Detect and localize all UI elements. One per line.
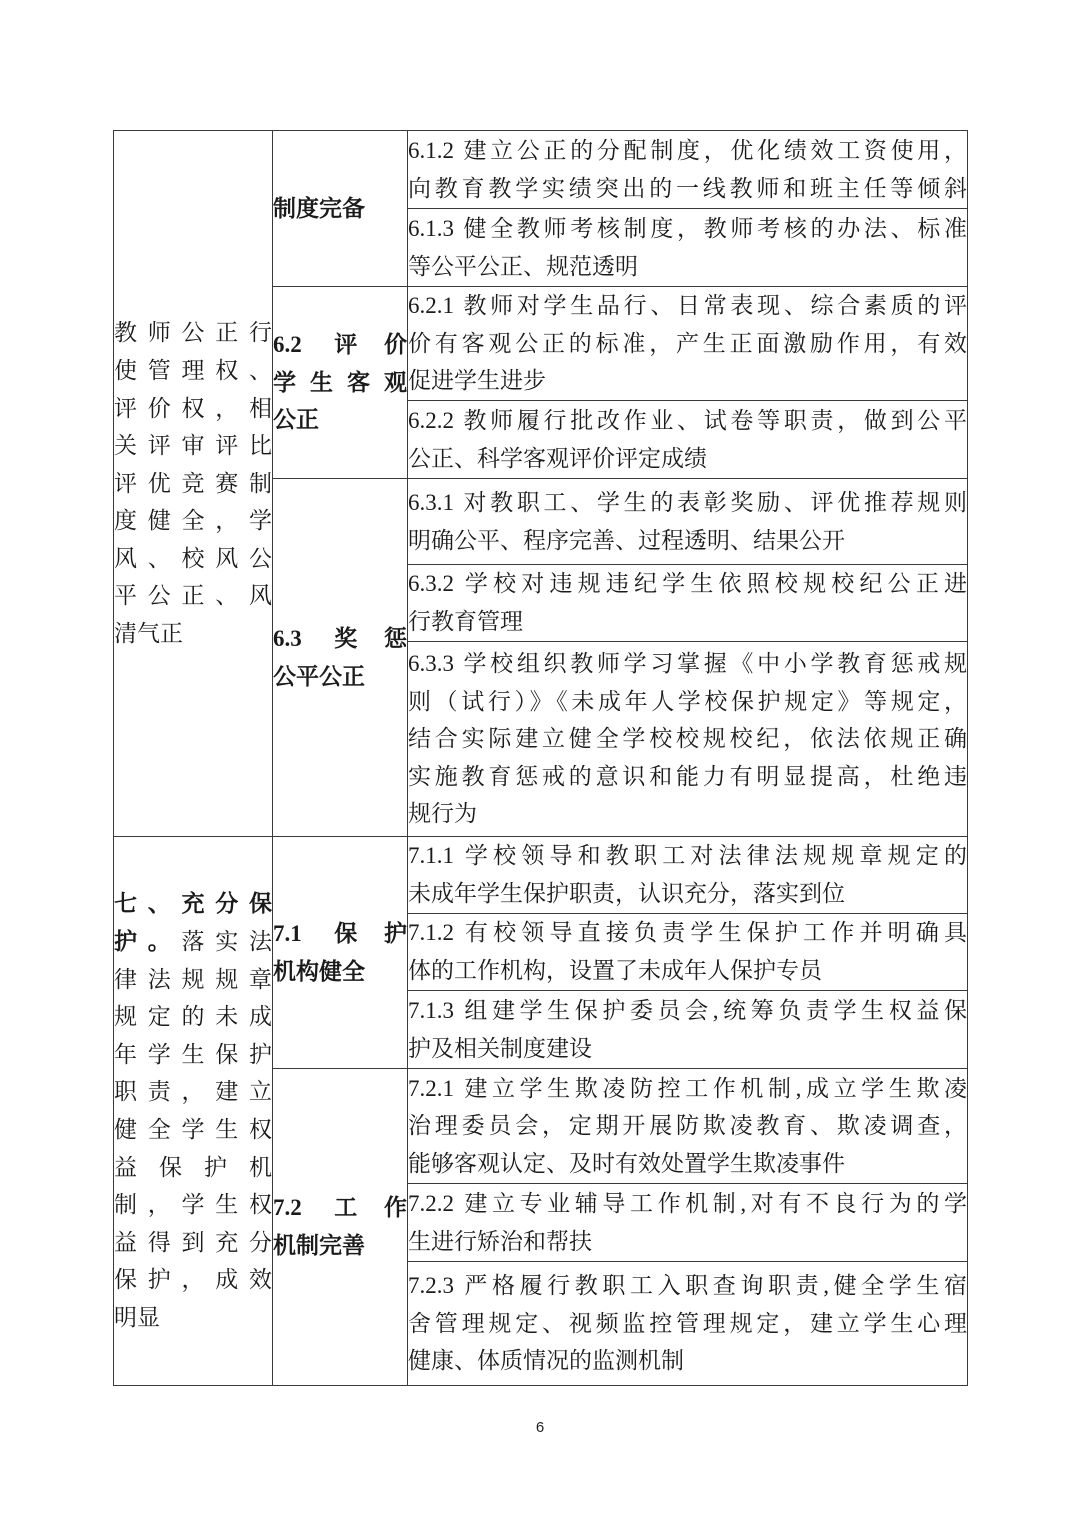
item-title-line: 机制完善 (273, 1233, 365, 1258)
description-line: 使管理权、 (114, 357, 272, 383)
item-title-line: 公平公正 (273, 663, 365, 689)
description-line: 保护，成效 (114, 1267, 272, 1293)
point-line: 6.3.3 学校组织教师学习掌握《中小学教育惩戒规 (408, 651, 967, 677)
item-title-line: 6.3 奖惩 (273, 625, 407, 651)
description-line: 制，学生权 (114, 1192, 272, 1218)
point-6-1-2 (408, 131, 968, 209)
point-6-1-3 (408, 209, 968, 287)
item-title-line: 制度完备 (273, 195, 365, 221)
point-line: 实施教育惩戒的意识和能力有明显提高，杜绝违 (408, 763, 967, 789)
description-line: 年学生保护 (114, 1041, 272, 1067)
point-line: 6.1.3 健全教师考核制度，教师考核的办法、标准 (408, 215, 967, 241)
item-title-line: 6.2 评价 (273, 332, 407, 358)
description-line: 规定的未成 (114, 1004, 272, 1030)
point-6-3-3 (408, 642, 968, 837)
point-line: 6.2.1 教师对学生品行、日常表现、综合素质的评 (408, 293, 967, 319)
point-line: 向教育教学实绩突出的一线教师和班主任等倾斜 (408, 175, 967, 201)
point-7-1-3 (408, 991, 968, 1069)
page-number: 6 (535, 1419, 545, 1436)
criterion-description-6 (114, 131, 273, 837)
description-heading-line: 七、充分保 (114, 891, 272, 917)
item-title-line: 7.2 工作 (273, 1195, 407, 1221)
point-line: 6.2.2 教师履行批改作业、试卷等职责，做到公平 (408, 407, 967, 433)
description-line: 职责，建立 (114, 1079, 272, 1105)
point-line: 未成年学生保护职责，认识充分，落实到位 (408, 881, 845, 906)
point-line: 规行为 (408, 801, 477, 827)
description-line: 益保护机 (114, 1154, 272, 1180)
point-line: 7.1.1 学校领导和教职工对法律法规规章规定的 (408, 843, 967, 869)
point-line: 7.1.3 组建学生保护委员会,统筹负责学生权益保 (408, 997, 967, 1023)
point-7-2-2 (408, 1184, 968, 1262)
item-title-7-2 (273, 1069, 408, 1386)
table-row (114, 837, 968, 914)
point-line: 则（试行）》《未成年人学校保护规定》等规定， (408, 688, 967, 714)
point-6-3-1 (408, 479, 968, 565)
item-title-7-1 (273, 837, 408, 1069)
description-line (114, 923, 272, 961)
point-line: 治理委员会，定期开展防欺凌教育、欺凌调查， (408, 1113, 967, 1139)
point-line: 等公平公正、规范透明 (408, 253, 638, 279)
point-line: 护及相关制度建设 (408, 1035, 592, 1061)
point-line: 7.2.2 建立专业辅导工作机制,对有不良行为的学 (408, 1190, 967, 1216)
point-line: 7.2.1 建立学生欺凌防控工作机制,成立学生欺凌 (408, 1075, 967, 1101)
item-title-line: 公正 (273, 407, 319, 433)
item-title-6-3 (273, 479, 408, 837)
item-title-line: 7.1 保护 (273, 920, 407, 946)
point-line: 7.1.2 有校领导直接负责学生保护工作并明确具 (408, 920, 967, 946)
point-7-1-2 (408, 914, 968, 991)
point-line: 行教育管理 (408, 609, 523, 634)
point-7-2-3 (408, 1262, 968, 1386)
point-7-2-1 (408, 1069, 968, 1184)
criterion-description-7 (114, 837, 273, 1386)
point-line: 能够客观认定、及时有效处置学生欺凌事件 (408, 1150, 845, 1176)
item-title-line: 机构健全 (273, 958, 365, 984)
point-line: 6.3.2 学校对违规违纪学生依照校规校纪公正进 (408, 571, 967, 597)
item-title-6-1 (273, 131, 408, 287)
point-line: 健康、体质情况的监测机制 (408, 1348, 684, 1374)
description-line: 健全学生权 (114, 1117, 272, 1142)
point-line: 促进学生进步 (408, 368, 546, 394)
description-line: 度健全，学 (114, 508, 272, 534)
point-line: 7.2.3 严格履行教职工入职查询职责,健全学生宿 (408, 1273, 967, 1299)
point-7-1-1 (408, 837, 968, 914)
description-heading-fragment: 护。 (114, 929, 182, 955)
point-line: 公正、科学客观评价评定成绩 (408, 445, 707, 471)
description-line: 律法规规章 (114, 966, 272, 992)
description-fragment: 落实法 (181, 929, 272, 955)
point-line: 生进行矫治和帮扶 (408, 1228, 592, 1254)
criteria-table (113, 130, 968, 1386)
description-line: 风、校风公 (114, 545, 272, 571)
point-line: 结合实际建立健全学校校规校纪，依法依规正确 (408, 726, 967, 752)
description-line: 教师公正行 (114, 320, 272, 346)
point-line: 体的工作机构，设置了未成年人保护专员 (408, 958, 822, 983)
point-line: 6.1.2 建立公正的分配制度，优化绩效工资使用， (408, 137, 967, 163)
point-line: 明确公平、程序完善、过程透明、结果公开 (408, 527, 845, 553)
description-line: 清气正 (114, 621, 183, 647)
point-6-3-2 (408, 565, 968, 642)
description-line: 关评审评比 (114, 433, 272, 459)
description-line: 评价权，相 (114, 395, 272, 421)
point-line: 舍管理规定、视频监控管理规定，建立学生心理 (408, 1310, 967, 1336)
item-title-line: 学生客观 (273, 369, 407, 395)
point-line: 价有客观公正的标准，产生正面激励作用，有效 (408, 330, 967, 356)
point-line: 6.3.1 对教职工、学生的表彰奖励、评优推荐规则 (408, 489, 967, 515)
table-row (114, 131, 968, 209)
description-line: 益得到充分 (114, 1229, 272, 1255)
point-6-2-2 (408, 401, 968, 479)
description-line: 平公正、风 (114, 583, 272, 609)
description-line: 明显 (114, 1304, 160, 1330)
description-line: 评优竞赛制 (114, 470, 272, 496)
point-6-2-1 (408, 287, 968, 401)
item-title-6-2 (273, 287, 408, 479)
